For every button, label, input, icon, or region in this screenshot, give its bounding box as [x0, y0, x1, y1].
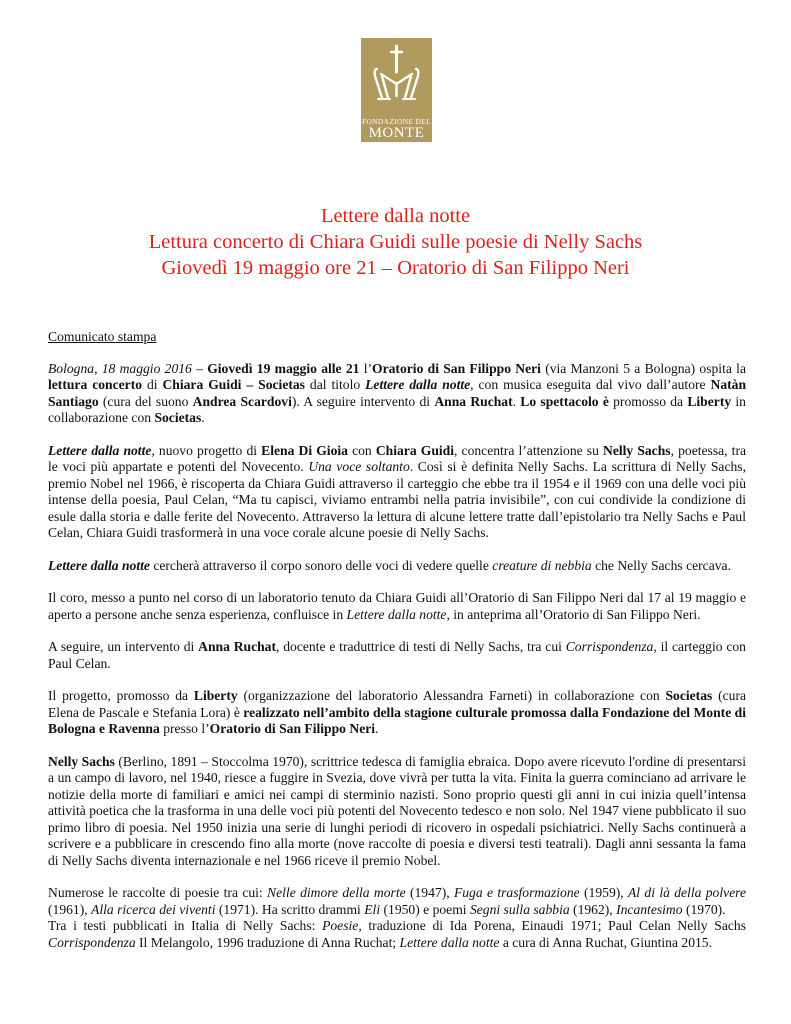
logo-line-monte: MONTE — [368, 125, 425, 141]
logo-line-year: 1473 — [388, 144, 405, 153]
paragraph-biography: Nelly Sachs (Berlino, 1891 – Stoccolma 1970), scrittrice tedesca di famiglia ebraica. Dopo avere ricevuto l'ordine di presentarsi a un campo di lavoro, nel 1940, riesce a fuggire in Svezia, dove vivrà per tutta la vita. Finita la guerra cominciano ad arrivare le notizie della morte di familiari e amici nei campi di sterminio nazisti. Sono proprio questi gli anni in cui inizia quell’intensa attività poetica che la trasforma in una delle voci più potenti del Novecento tedesco e non solo. Nel 1947 viene pubblicato il suo primo libro di poesia. Nel 1950 inizia una serie di lunghi periodi di ricovero in ospedali psichiatrici. Nelly Sachs continuerà a scrivere e a pubblicare in crescendo fino alla morte (nove raccolte di poesia e diversi testi teatrali). Dagli anni sessanta la fama di Nelly Sachs diventa internazionale e nel 1966 riceve il premio Nobel. — [48, 753, 747, 868]
paragraph-promotion: Il progetto, promosso da Liberty (organizzazione del laboratorio Alessandra Farneti) in collaborazione con Societas (cura Elena de Pascale e Stefania Lora) è realizzato nell’ambito della stagione culturale promossa dalla Fondazione del Monte di Bologna e Ravenna presso l’Oratorio di San Filippo Neri. — [48, 688, 747, 736]
date-text: Bologna, 18 maggio 2016 — [48, 360, 192, 376]
paragraph-project: Lettere dalla notte, nuovo progetto di Elena Di Gioia con Chiara Guidi, concentra l’attenzione su Nelly Sachs, poetessa, tra le voci più appartate e potenti del Novecento. Una voce soltanto. Così si è definita Nelly Sachs. La scrittura di Nelly Sachs, premio Nobel nel 1966, è riscoperta da Chiara Guidi attraverso il carteggio che ebbe tra il 1954 e il 1969 con una delle voci più intense della poesia, Paul Celan, “Ma tu capisci, viviamo entrambi nella patria invisibile”, con cui condivide la condizione di esule dalla storia e dalle ferite del Novecento. Attraverso la lettura di alcune lettere tratte dall’epistolario tra Nelly Sachs e Paul Celan, Chiara Guidi trasformerà in una voce corale alcune poesie di Nelly Sachs. — [48, 442, 747, 540]
title-line-3: Giovedì 19 maggio ore 21 – Oratorio di San Filippo Neri — [161, 257, 630, 279]
document-body — [48, 329, 746, 951]
paragraph-choir: Il coro, messo a punto nel corso di un laboratorio tenuto da Chiara Guidi all’Oratorio di San Filippo Neri dal 17 al 19 maggio e aperto a persone anche senza esperienza, confluisce in Lettere dalla notte, in anteprima all’Oratorio di San Filippo Neri. — [48, 590, 746, 622]
paragraph-intro: Bologna, 18 maggio 2016 – Giovedì 19 maggio alle 21 l’Oratorio di San Filippo Neri (via Manzoni 5 a Bologna) ospita la lettura concerto di Chiara Guidi – Societas dal titolo Lettere dalla notte, con musica eseguita dal vivo dall’autore Natàn Santiago (cura del suono Andrea Scardovi). A seguire intervento di Anna Ruchat. Lo spettacolo è promosso da Liberty in collaborazione con Societas. — [48, 360, 746, 425]
paragraph-italian-editions: Tra i testi pubblicati in Italia di Nelly Sachs: Poesie, traduzione di Ida Porena, Einaudi 1971; Paul Celan Nelly Sachs Corrispondenza Il Melangolo, 1996 traduzione di Anna Ruchat; Lettere dalla notte a cura di Anna Ruchat, Giuntina 2015. — [48, 918, 746, 950]
title-line-1: Lettere dalla notte — [320, 205, 471, 227]
title-line-2: Lettura concerto di Chiara Guidi sulle poesie di Nelly Sachs — [148, 231, 643, 253]
paragraph-voices: Lettere dalla notte cercherà attraverso il corpo sonoro delle voci di vedere quelle creature di nebbia che Nelly Sachs cercava. — [48, 557, 731, 573]
fondazione-logo — [361, 38, 432, 153]
press-release-title — [0, 203, 791, 281]
paragraph-ruchat: A seguire, un intervento di Anna Ruchat, docente e traduttrice di testi di Nelly Sachs, tra cui Corrispondenza, il carteggio con Paul Celan. — [48, 639, 746, 671]
document-label: Comunicato stampa — [48, 329, 157, 344]
paragraph-collections: Numerose le raccolte di poesie tra cui: Nelle dimore della morte (1947), Fuga e trasformazione (1959), Al di là della polvere (1961), Alla ricerca dei viventi (1971). Ha scritto drammi Eli (1950) e poemi Segni sulla sabbia (1962), Incantesimo (1970). — [48, 885, 746, 917]
cross-m-emblem-icon — [361, 38, 432, 118]
logo-line-fondazione: FONDAZIONE DEL — [362, 117, 431, 126]
